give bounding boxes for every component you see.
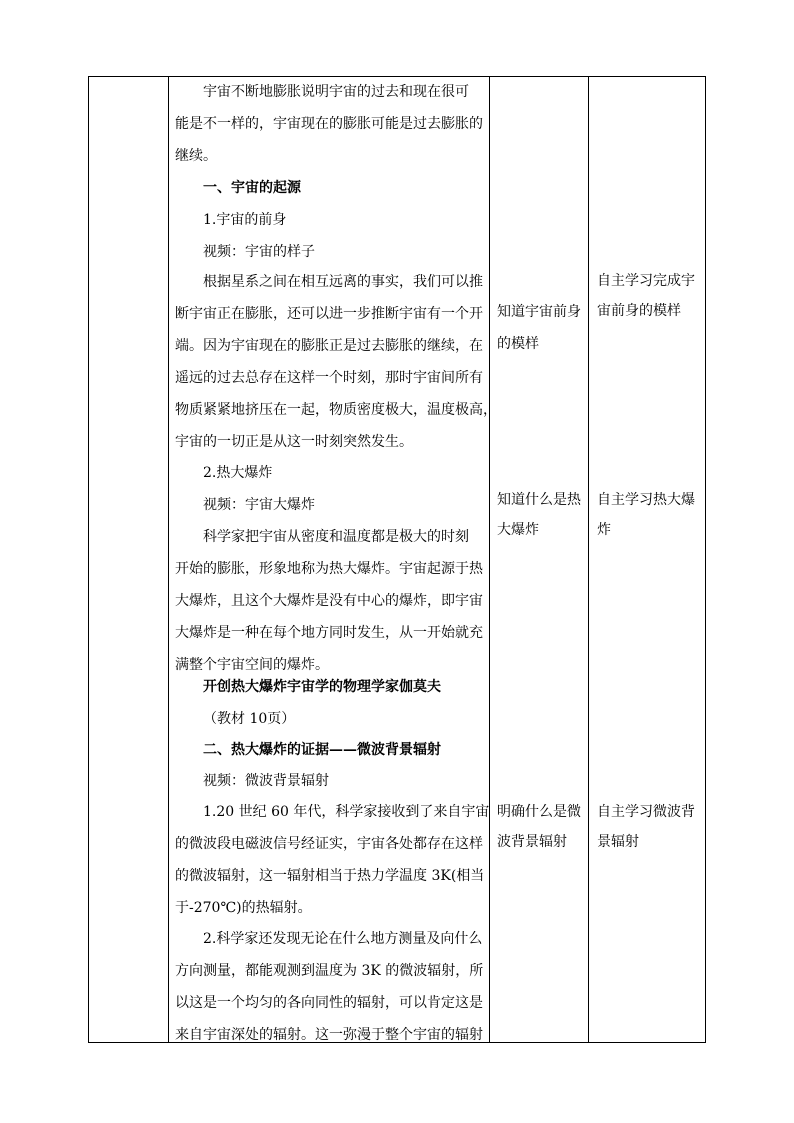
text-line: 2.科学家还发现无论在什么地方测量及向什么 [203, 931, 483, 947]
goal-text: 知道宇宙前身 [497, 304, 581, 320]
video-label: 视频：微波背景辐射 [203, 773, 329, 789]
text-line: 宇宙不断地膨胀说明宇宙的过去和现在很可 [203, 84, 469, 100]
textbook-reference: （教材 10页） [203, 711, 296, 727]
text-line: 于-270℃)的热辐射。 [175, 900, 312, 916]
text-line: 继续。 [175, 148, 217, 164]
text-line: 方向测量，都能观测到温度为 3K 的微波辐射，所 [175, 963, 484, 979]
text-line: 大爆炸，且这个大爆炸是没有中心的爆炸，即宇宙 [175, 593, 483, 609]
goal-text: 明确什么是微 [497, 804, 581, 820]
section-heading: 一、宇宙的起源 [203, 180, 301, 196]
column-divider [489, 77, 490, 1042]
goal-text: 的模样 [497, 336, 539, 352]
text-line: 的微波辐射，这一辐射相当于热力学温度 3K(相当 [175, 868, 485, 884]
lesson-table [88, 76, 706, 1043]
text-line: 来自宇宙深处的辐射。这一弥漫于整个宇宙的辐射 [175, 1027, 483, 1043]
text-line: 满整个宇宙空间的爆炸。 [175, 657, 329, 673]
section-heading: 二、热大爆炸的证据——微波背景辐射 [203, 742, 441, 758]
activity-text: 炸 [597, 522, 611, 538]
column-divider [588, 77, 589, 1042]
text-line: 断宇宙正在膨胀，还可以进一步推断宇宙有一个开 [175, 306, 483, 322]
text-line: 端。因为宇宙现在的膨胀正是过去膨胀的继续，在 [175, 338, 483, 354]
activity-text: 自主学习完成宇 [597, 273, 695, 289]
text-line: 科学家把宇宙从密度和温度都是极大的时刻 [203, 529, 469, 545]
goal-text: 知道什么是热 [497, 492, 581, 508]
video-label: 视频：宇宙的样子 [203, 244, 315, 260]
activity-text: 景辐射 [597, 834, 639, 850]
goal-text: 大爆炸 [497, 522, 539, 538]
text-line: 遥远的过去总存在这样一个时刻，那时宇宙间所有 [175, 370, 483, 386]
text-line: 以这是一个均匀的各向同性的辐射，可以肯定这是 [175, 995, 483, 1011]
subheading: 2.热大爆炸 [203, 465, 273, 481]
text-line: 大爆炸是一种在每个地方同时发生，从一开始就充 [175, 625, 483, 641]
text-line: 宇宙的一切正是从这一时刻突然发生。 [175, 434, 413, 450]
goal-text: 波背景辐射 [497, 834, 567, 850]
activity-text: 宙前身的模样 [597, 303, 681, 319]
activity-text: 自主学习热大爆 [597, 492, 695, 508]
text-line: 1.20 世纪 60 年代，科学家接收到了来自宇宙 [203, 804, 490, 820]
activity-text: 自主学习微波背 [597, 804, 695, 820]
subheading: 1.宇宙的前身 [203, 212, 287, 228]
column-divider [168, 77, 169, 1042]
bold-heading: 开创热大爆炸宇宙学的物理学家伽莫夫 [203, 679, 441, 695]
text-line: 物质紧紧地挤压在一起，物质密度极大，温度极高， [175, 402, 497, 418]
text-line: 能是不一样的，宇宙现在的膨胀可能是过去膨胀的 [175, 116, 483, 132]
text-line: 的微波段电磁波信号经证实，宇宙各处都存在这样 [175, 836, 483, 852]
text-line: 开始的膨胀，形象地称为热大爆炸。宇宙起源于热 [175, 561, 483, 577]
text-line: 根据星系之间在相互远离的事实，我们可以推 [203, 274, 483, 290]
video-label: 视频：宇宙大爆炸 [203, 497, 315, 513]
